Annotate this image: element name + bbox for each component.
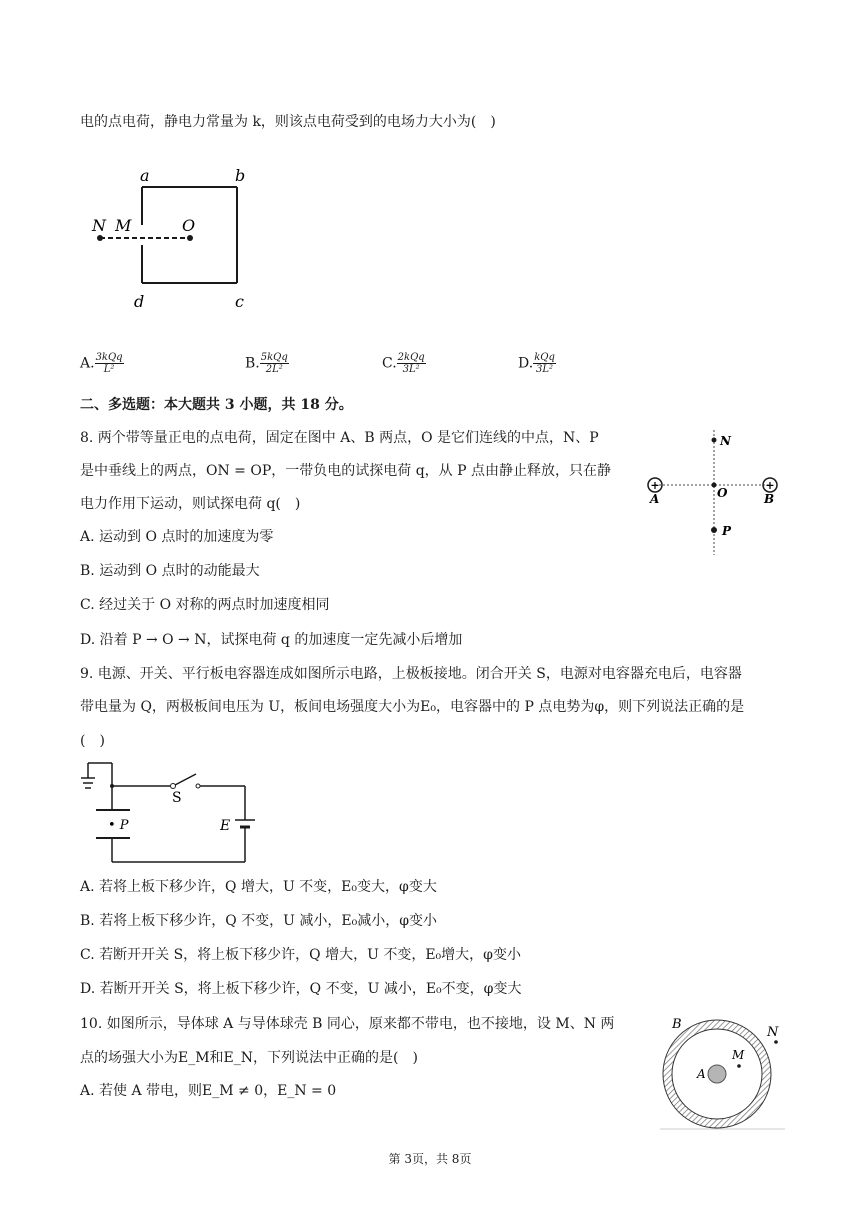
q8-stem-line-3: 电力作用下运动，则试探电荷 q( ) xyxy=(80,496,301,512)
q10-figure xyxy=(660,1012,785,1132)
q9-figure xyxy=(78,760,263,870)
q8-label-O: O xyxy=(717,486,728,500)
q7-option-c: C. $\frac{\text{2kQq}}{\text{3L²}}$ xyxy=(382,352,425,375)
q10-label-B: B xyxy=(672,1017,682,1032)
q10-label-A: A xyxy=(697,1067,706,1081)
q10-stem-line-1: 10. 如图所示，导体球 A 与导体球壳 B 同心，原来都不带电，也不接地，设 M、N 两 xyxy=(80,1016,615,1032)
page-footer: 第 3页，共 8页 xyxy=(388,1152,472,1166)
q9-label-P: • P xyxy=(108,818,129,833)
q8-stem-line-1: 8. 两个带等量正电的点电荷，固定在图中 A、B 两点，O 是它们连线的中点，N、P xyxy=(80,430,599,446)
q10-option-a: A. 若使 A 带电，则E_M ≠ 0，E_N = 0 xyxy=(80,1083,337,1099)
q7-figure xyxy=(90,165,260,315)
q7-label-c: c xyxy=(235,292,244,311)
q7-stem-tail: 电的点电荷，静电力常量为 k，则该点电荷受到的电场力大小为( ) xyxy=(80,114,496,130)
section-heading-multiple-choice: 二、多选题：本大题共 3 小题，共 18 分。 xyxy=(80,397,353,413)
q8-option-c: C. 经过关于 O 对称的两点时加速度相同 xyxy=(80,597,330,613)
q10-label-N: N xyxy=(767,1025,779,1040)
q8-stem-line-2: 是中垂线上的两点，ON = OP，一带负电的试探电荷 q，从 P 点由静止释放，只在静 xyxy=(80,463,611,479)
q8-option-b: B. 运动到 O 点时的动能最大 xyxy=(80,563,260,579)
q9-option-c: C. 若断开开关 S，将上板下移少许，Q 增大，U 不变，E₀增大，φ变小 xyxy=(80,947,521,963)
q10-label-M: M xyxy=(732,1048,745,1062)
q9-label-S: S xyxy=(172,790,182,806)
q8-option-a: A. 运动到 O 点时的加速度为零 xyxy=(80,529,274,545)
q8-label-N: N xyxy=(720,434,731,448)
q8-label-B: B xyxy=(764,492,775,506)
q9-option-a: A. 若将上板下移少许，Q 增大，U 不变，E₀变大，φ变大 xyxy=(80,879,437,895)
q7-label-M: M xyxy=(115,216,132,235)
q7-label-a: a xyxy=(140,166,150,185)
q9-option-d: D. 若断开开关 S，将上板下移少许，Q 不变，U 减小，E₀不变，φ变大 xyxy=(80,981,522,997)
svg-text:+: + xyxy=(650,479,660,492)
q8-label-P: P xyxy=(722,524,732,538)
q9-option-b: B. 若将上板下移少许，Q 不变，U 减小，E₀减小，φ变小 xyxy=(80,913,437,929)
q7-label-O: O xyxy=(182,216,196,235)
q7-option-b: B. $\frac{\text{5kQq}}{\text{2L²}}$ xyxy=(245,352,288,375)
q7-label-N: N xyxy=(92,216,106,235)
q7-label-d: d xyxy=(134,292,145,311)
q8-figure xyxy=(640,425,790,560)
q8-label-A: A xyxy=(650,492,660,506)
q9-stem-line-1: 9. 电源、开关、平行板电容器连成如图所示电路，上极板接地。闭合开关 S，电源对电容器充电后，电容器 xyxy=(80,666,742,682)
q7-label-b: b xyxy=(235,166,246,185)
q10-stem-line-2: 点的场强大小为E_M和E_N，下列说法中正确的是( ) xyxy=(80,1050,418,1066)
q9-stem-line-3: ( ) xyxy=(80,733,105,749)
q8-option-d: D. 沿着 P → O → N，试探电荷 q 的加速度一定先减小后增加 xyxy=(80,632,463,648)
q7-option-d: D. $\frac{\text{kQq}}{\text{3L²}}$ xyxy=(518,352,555,375)
q9-label-E: E xyxy=(220,818,231,834)
svg-text:+: + xyxy=(765,479,775,492)
q9-stem-line-2: 带电量为 Q，两极板间电压为 U，板间电场强度大小为E₀，电容器中的 P 点电势为φ，则下列说法正确的是 xyxy=(80,699,745,715)
q7-option-a: A. $\frac{\text{3kQq}}{\text{L²}}$ xyxy=(80,352,123,375)
